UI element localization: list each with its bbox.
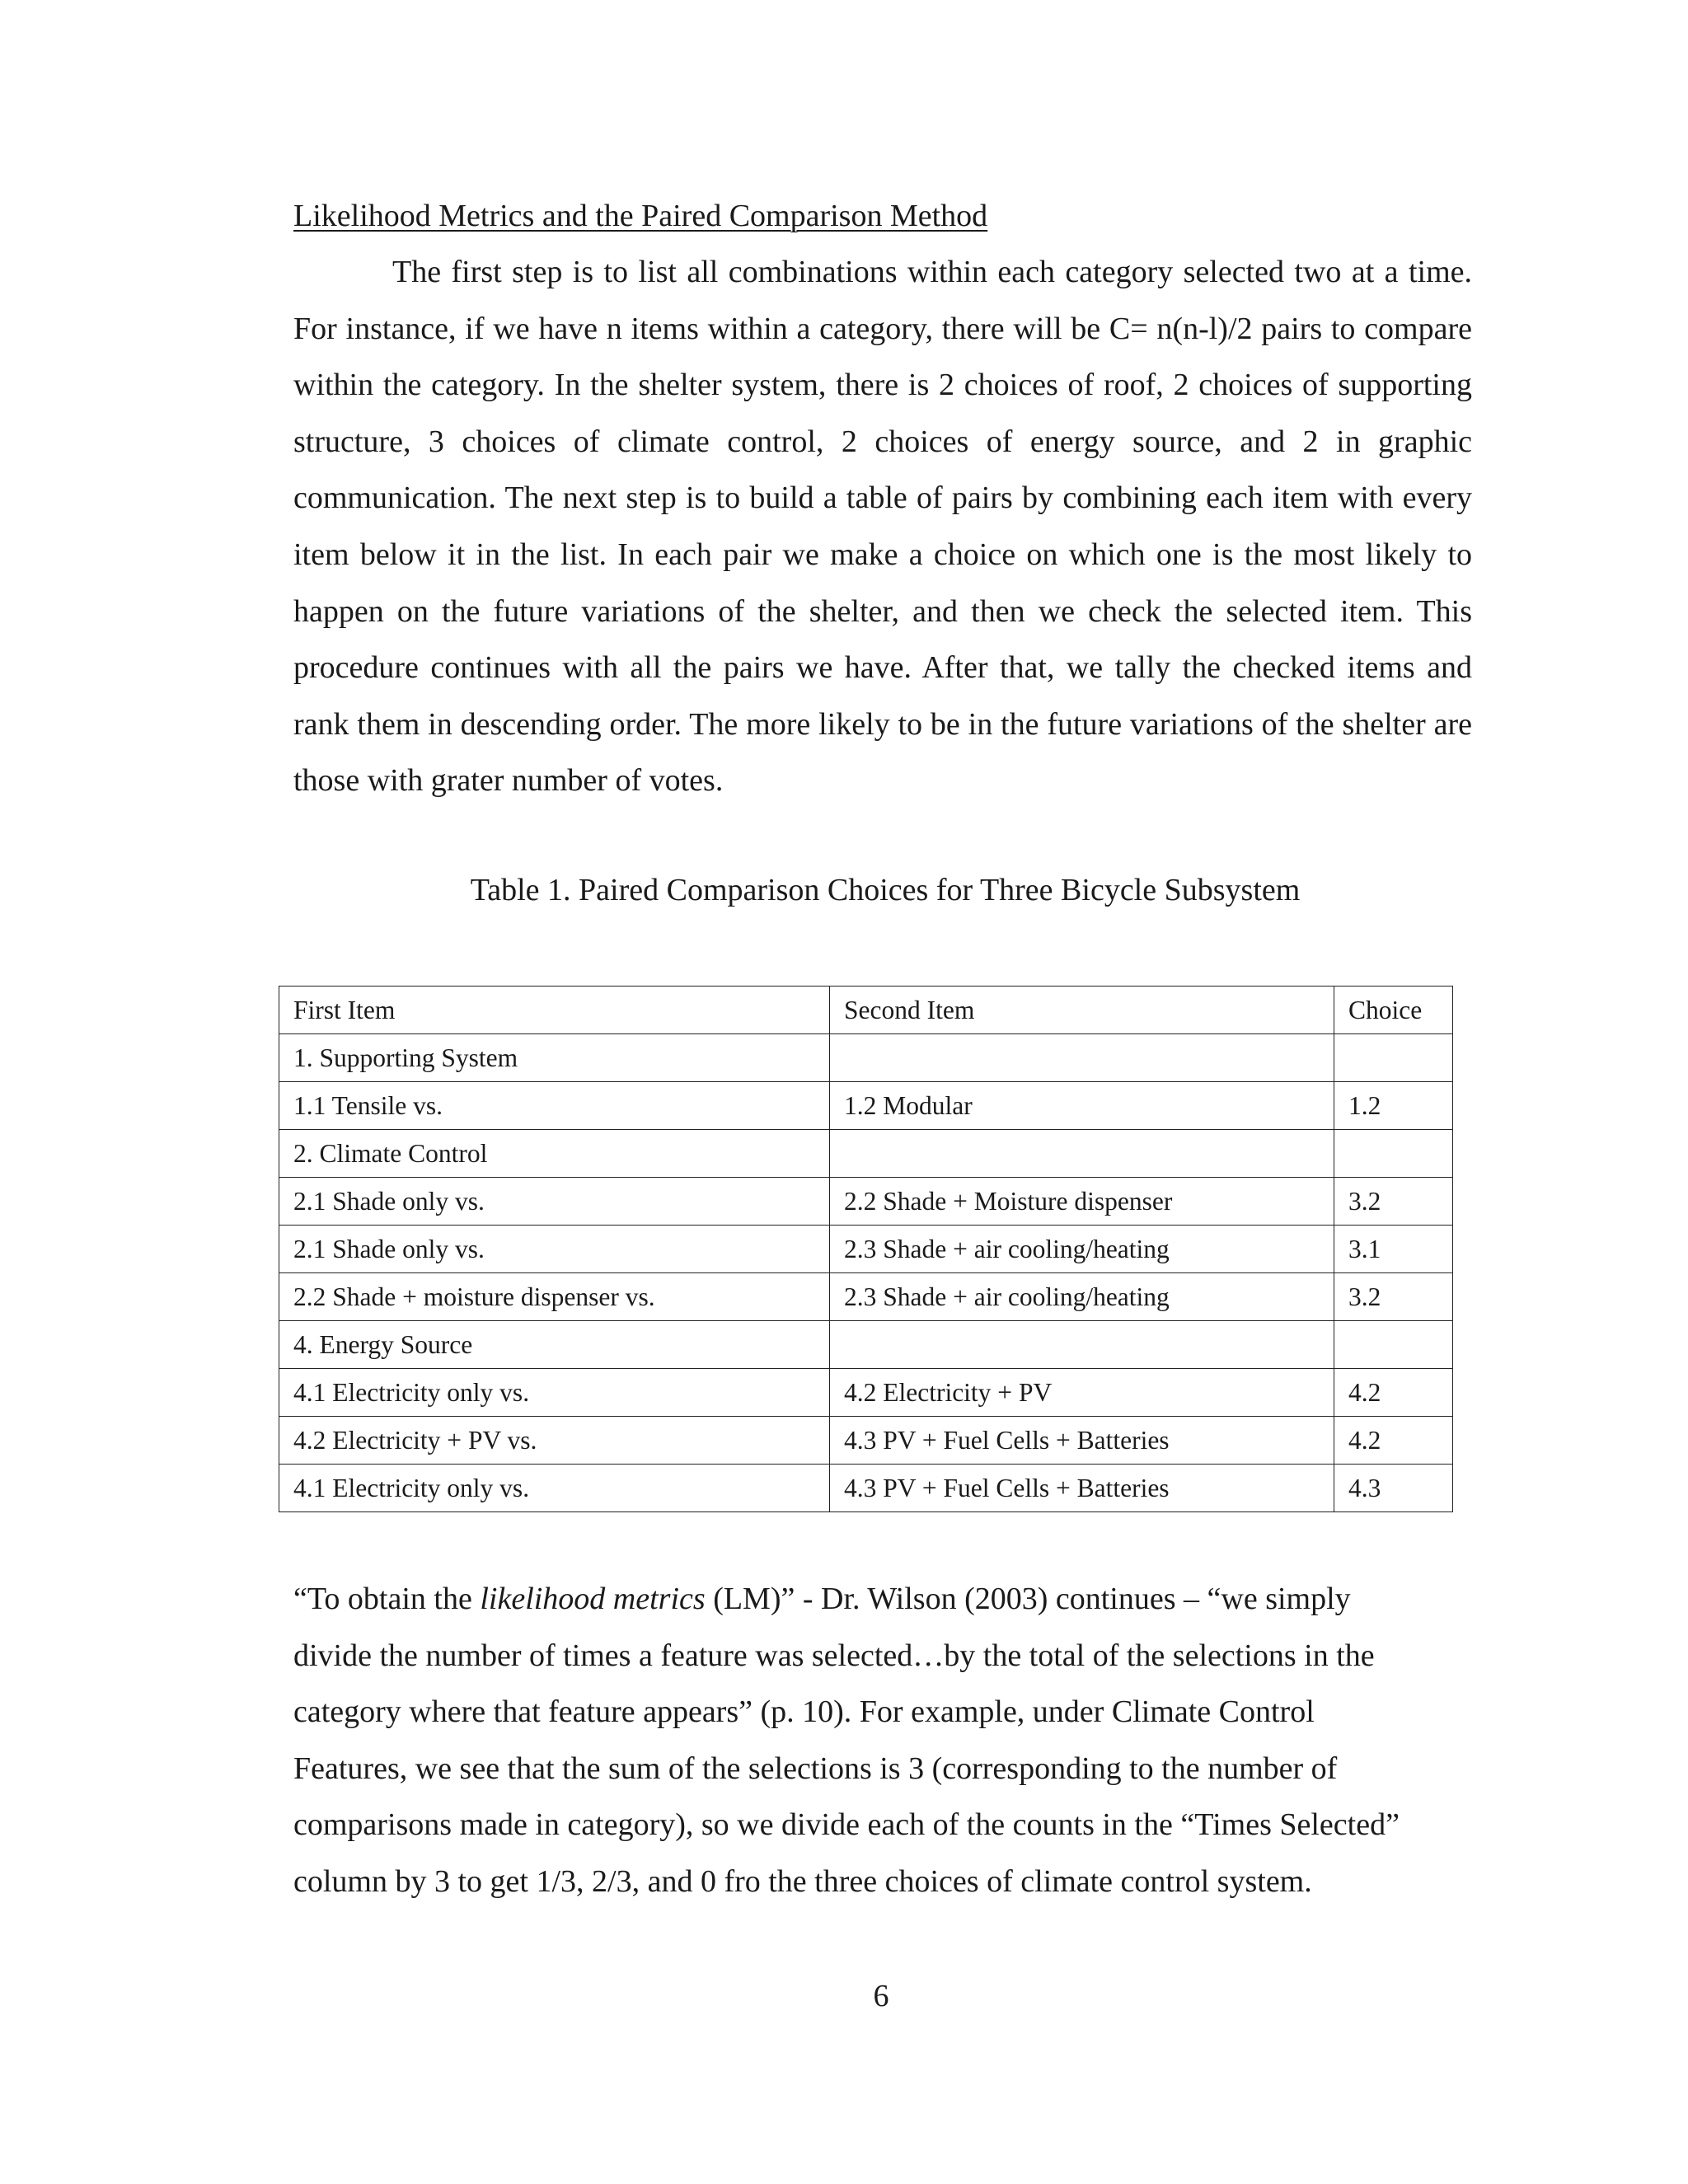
table-cell: 4.1 Electricity only vs. [279,1369,830,1417]
table-cell: 3.2 [1334,1273,1453,1321]
paragraph-2-line: category where that feature appears” (p. 10). For example, under Climate Control [293,1694,1315,1730]
quote-text: “To obtain the [293,1582,481,1616]
table-cell: 4.1 Electricity only vs. [279,1465,830,1512]
page-number: 6 [873,1979,889,2013]
table-row [279,1273,1453,1321]
table-cell: 1.2 [1334,1082,1453,1130]
section-heading: Likelihood Metrics and the Paired Comparison Method [293,199,988,233]
table-cell [830,1321,1334,1369]
body-paragraph-1: The first step is to list all combinations within each category selected two at a time. For instance, if we have n items within a category, there will be C= n(n-l)/2 pairs to compare within the category. In the shelter system, there is 2 choices of roof, 2 choices of supporting structure, 3 choices of climate control, 2 choices of energy source, and 2 in graphic communication. The next step is to build a table of pairs by combining each item with every item below it in the list. In each pair we make a choice on which one is the most likely to happen on the future variations of the shelter, and then we check the selected item. This procedure continues with all the pairs we have. After that, we tally the checked items and rank them in descending order. The more likely to be in the future variations of the shelter are those with grater number of votes. [293,255,1472,799]
table-row [279,1178,1453,1226]
table-cell: 2.1 Shade only vs. [279,1226,830,1273]
table-cell: 1.2 Modular [830,1082,1334,1130]
table-cell: 4.3 PV + Fuel Cells + Batteries [830,1465,1334,1512]
table-row [279,1082,1453,1130]
table-cell: 2.2 Shade + Moisture dispenser [830,1178,1334,1226]
table-cell: 4.2 Electricity + PV [830,1369,1334,1417]
table-header-cell: Second Item [830,987,1334,1034]
italic-term: likelihood metrics [480,1582,706,1616]
table-cell [1334,1034,1453,1082]
table-cell: 4.3 PV + Fuel Cells + Batteries [830,1417,1334,1465]
table-cell: 1.1 Tensile vs. [279,1082,830,1130]
table-cell: 4.2 [1334,1369,1453,1417]
table-body [279,987,1453,1512]
table-row [279,1226,1453,1273]
table-cell: 4.2 [1334,1417,1453,1465]
paired-comparison-table [279,986,1453,1512]
paragraph-2-line: Features, we see that the sum of the selections is 3 (corresponding to the number of [293,1750,1338,1786]
table-cell: 2.1 Shade only vs. [279,1178,830,1226]
table-row [279,1465,1453,1512]
table-cell [830,1130,1334,1178]
paragraph-2-line: comparisons made in category), so we divide each of the counts in the “Times Selected” [293,1807,1400,1843]
table-cell [1334,1130,1453,1178]
table-row [279,1321,1453,1369]
table-cell: 2. Climate Control [279,1130,830,1178]
table-cell: 4.2 Electricity + PV vs. [279,1417,830,1465]
table-cell: 4. Energy Source [279,1321,830,1369]
table-cell: 1. Supporting System [279,1034,830,1082]
table-row [279,1034,1453,1082]
table-cell [1334,1321,1453,1369]
table-header-row [279,987,1453,1034]
quote-text: (LM)” - Dr. Wilson (2003) continues – “we simply [705,1582,1351,1616]
paragraph-2-line [293,1571,1480,1628]
table-cell: 2.3 Shade + air cooling/heating [830,1226,1334,1273]
table-cell: 3.2 [1334,1178,1453,1226]
table-row [279,1130,1453,1178]
table-header-cell: Choice [1334,987,1453,1034]
table-cell: 2.3 Shade + air cooling/heating [830,1273,1334,1321]
table-header-cell: First Item [279,987,830,1034]
paragraph-2-line: column by 3 to get 1/3, 2/3, and 0 fro the three choices of climate control system. [293,1863,1312,1899]
table-caption: Table 1. Paired Comparison Choices for Three Bicycle Subsystem [470,873,1301,907]
table-cell [830,1034,1334,1082]
table-cell: 3.1 [1334,1226,1453,1273]
paragraph-2-line: divide the number of times a feature was selected…by the total of the selections in the [293,1638,1375,1673]
table-cell: 2.2 Shade + moisture dispenser vs. [279,1273,830,1321]
table-row [279,1369,1453,1417]
body-paragraph-2 [293,1571,1480,1910]
table-row [279,1417,1453,1465]
table-cell: 4.3 [1334,1465,1453,1512]
